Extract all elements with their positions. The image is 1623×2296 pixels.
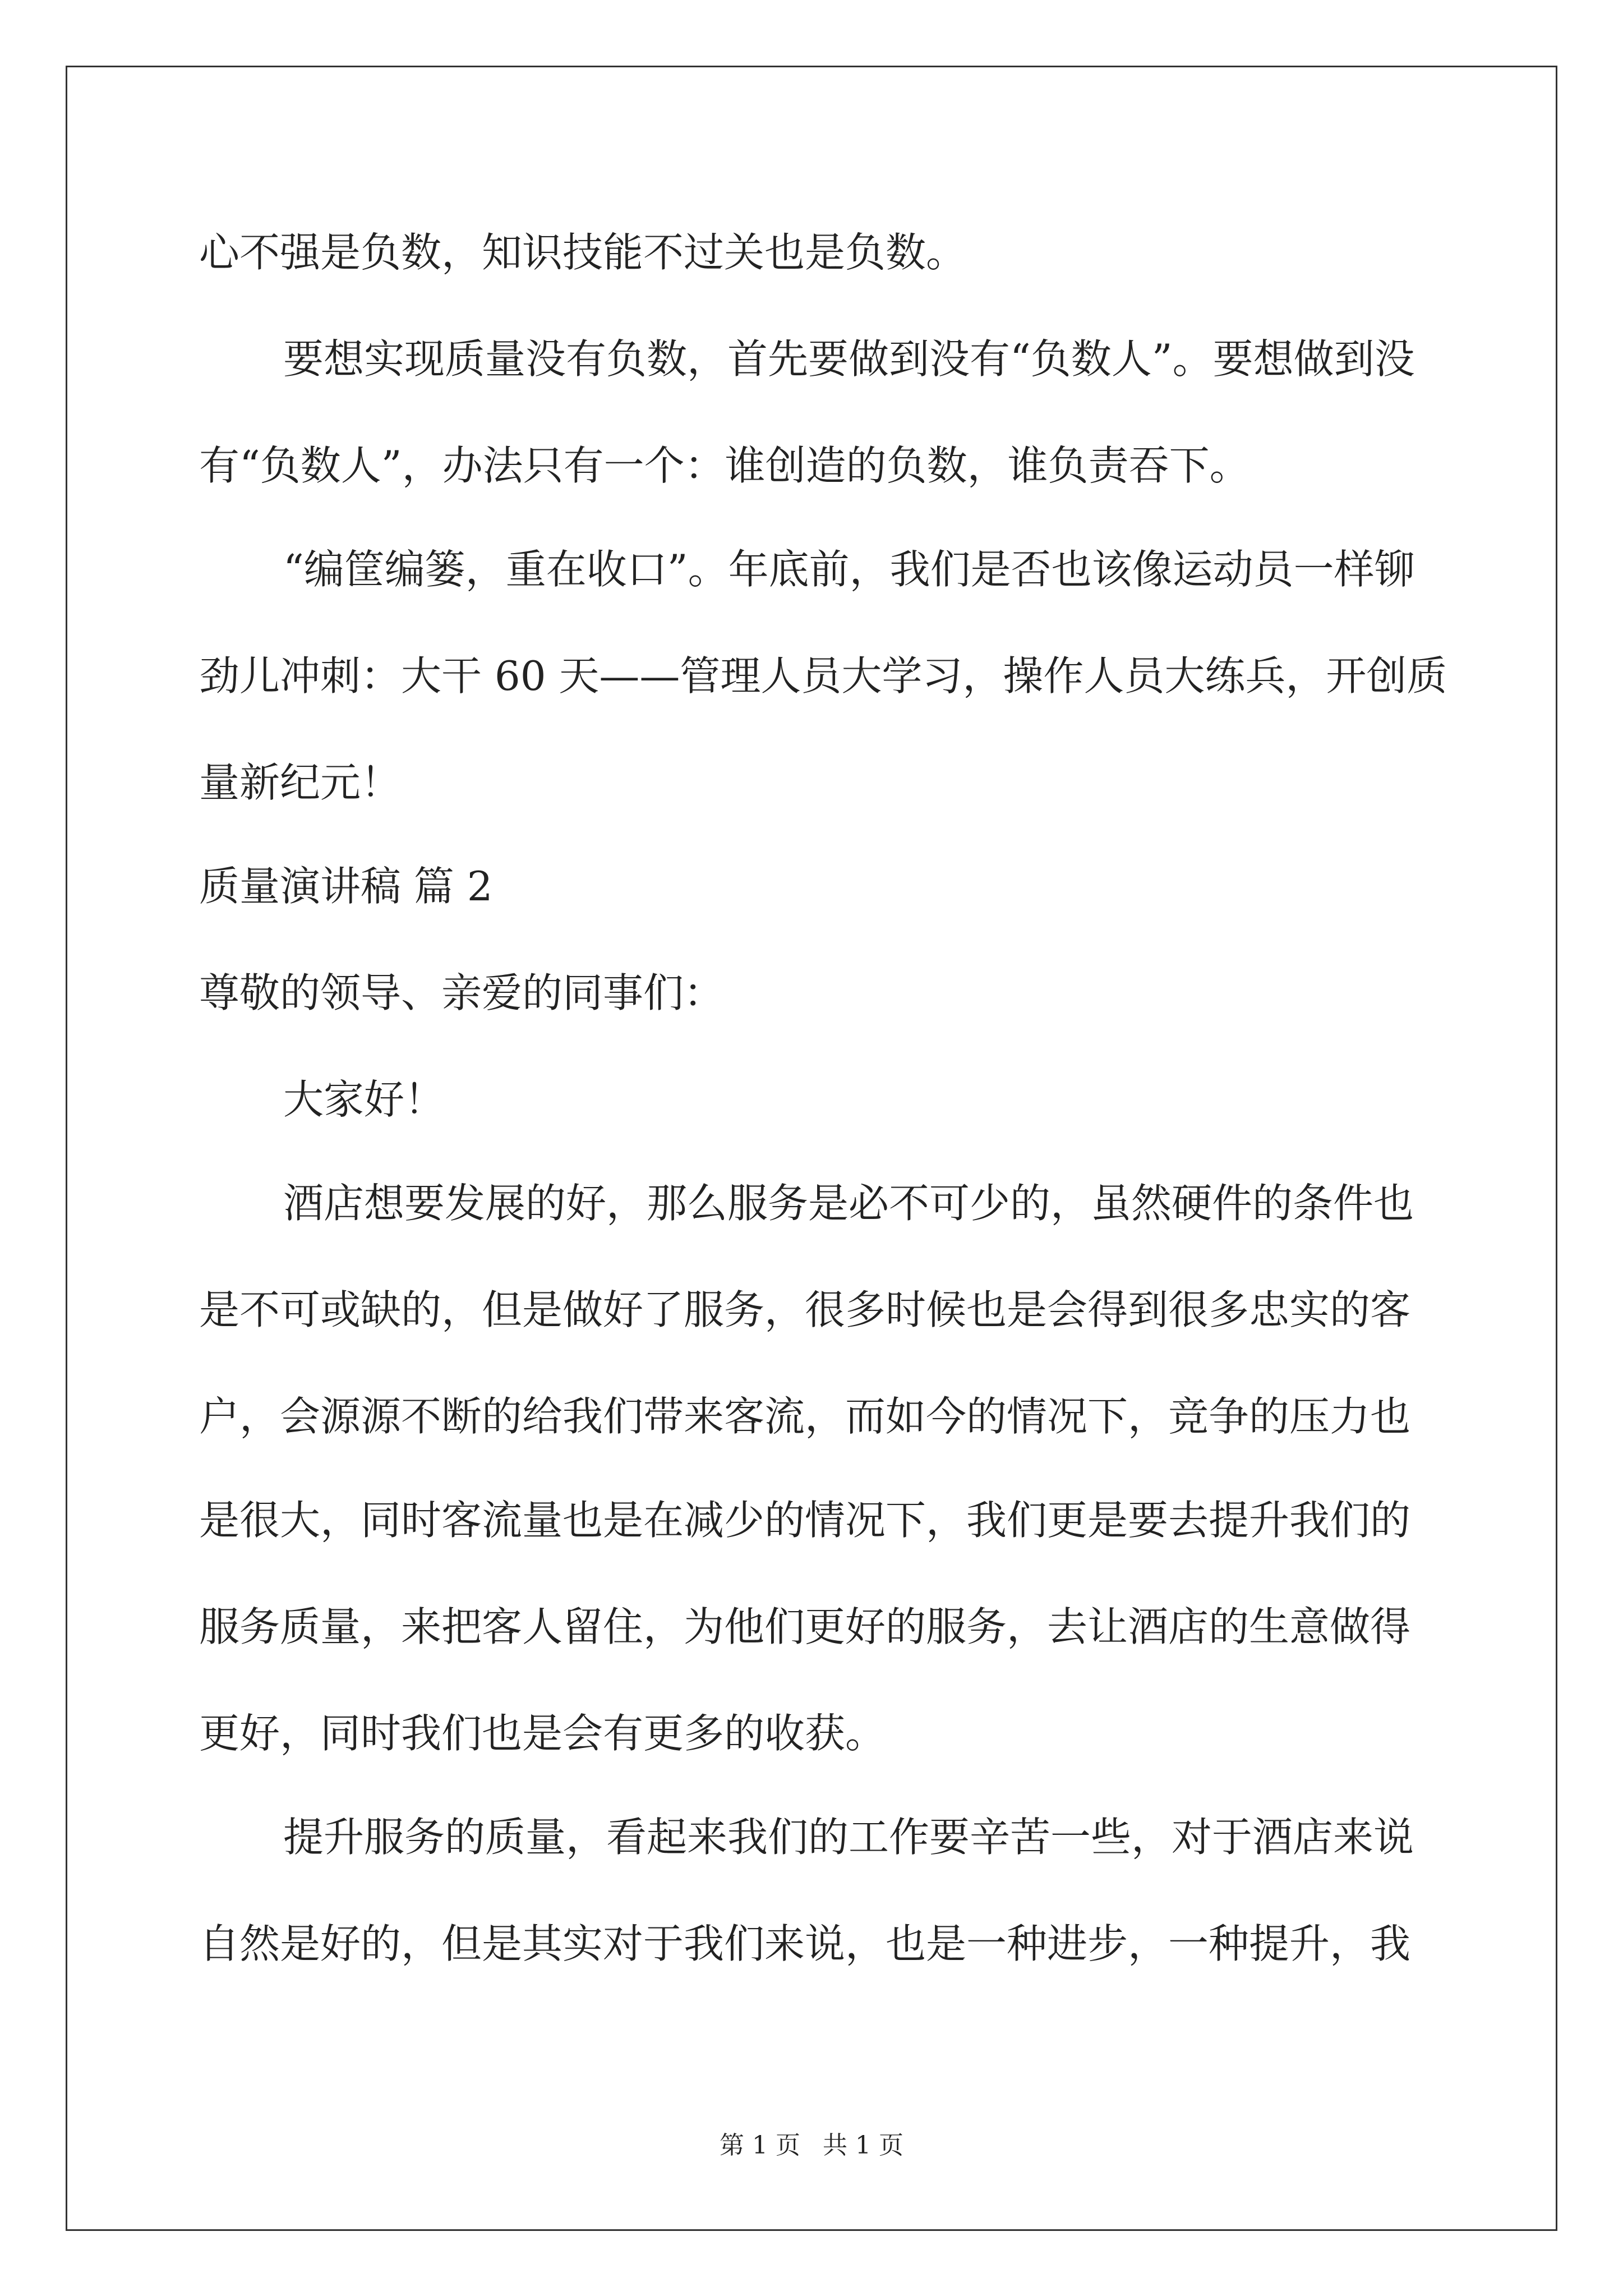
text-line: 量新纪元！ bbox=[199, 759, 402, 806]
page-total: 共 1 页 bbox=[823, 2131, 903, 2160]
paragraph-line: 酒店想要发展的好，那么服务是必不可少的，虽然硬件的条件也 bbox=[283, 1180, 1414, 1227]
text-line: 心不强是负数，知识技能不过关也是负数。 bbox=[199, 229, 967, 276]
paragraph-line: 要想实现质量没有负数，首先要做到没有“负数人”。要想做到没 bbox=[283, 335, 1415, 383]
text-line: 是不可或缺的，但是做好了服务，很多时候也是会得到很多忠实的客 bbox=[199, 1286, 1411, 1333]
paragraph-line: 提升服务的质量，看起来我们的工作要辛苦一些，对于酒店来说 bbox=[283, 1814, 1414, 1861]
text-line: 户，会源源不断的给我们带来客流，而如今的情况下，竞争的压力也 bbox=[199, 1393, 1411, 1440]
text-line: 自然是好的，但是其实对于我们来说，也是一种进步，一种提升，我 bbox=[199, 1920, 1411, 1967]
text-line: 服务质量，来把客人留住，为他们更好的服务，去让酒店的生意做得 bbox=[199, 1603, 1411, 1650]
page-footer bbox=[0, 2129, 1623, 2162]
page-number: 第 1 页 bbox=[720, 2131, 800, 2160]
section-heading: 质量演讲稿 篇 2 bbox=[199, 863, 493, 910]
salutation: 尊敬的领导、亲爱的同事们： bbox=[199, 969, 725, 1016]
page-border bbox=[66, 66, 1557, 2231]
text-line: 劲儿冲刺：大干 60 天——管理人员大学习，操作人员大练兵，开创质 bbox=[199, 652, 1447, 700]
text-line: 更好，同时我们也是会有更多的收获。 bbox=[199, 1710, 886, 1757]
text-line: 有“负数人”，办法只有一个：谁创造的负数，谁负责吞下。 bbox=[199, 442, 1250, 489]
paragraph-line: “编筐编篓，重在收口”。年底前，我们是否也该像运动员一样铆 bbox=[283, 546, 1415, 593]
greeting: 大家好！ bbox=[283, 1076, 445, 1123]
text-line: 是很大，同时客流量也是在减少的情况下，我们更是要去提升我们的 bbox=[199, 1497, 1411, 1544]
